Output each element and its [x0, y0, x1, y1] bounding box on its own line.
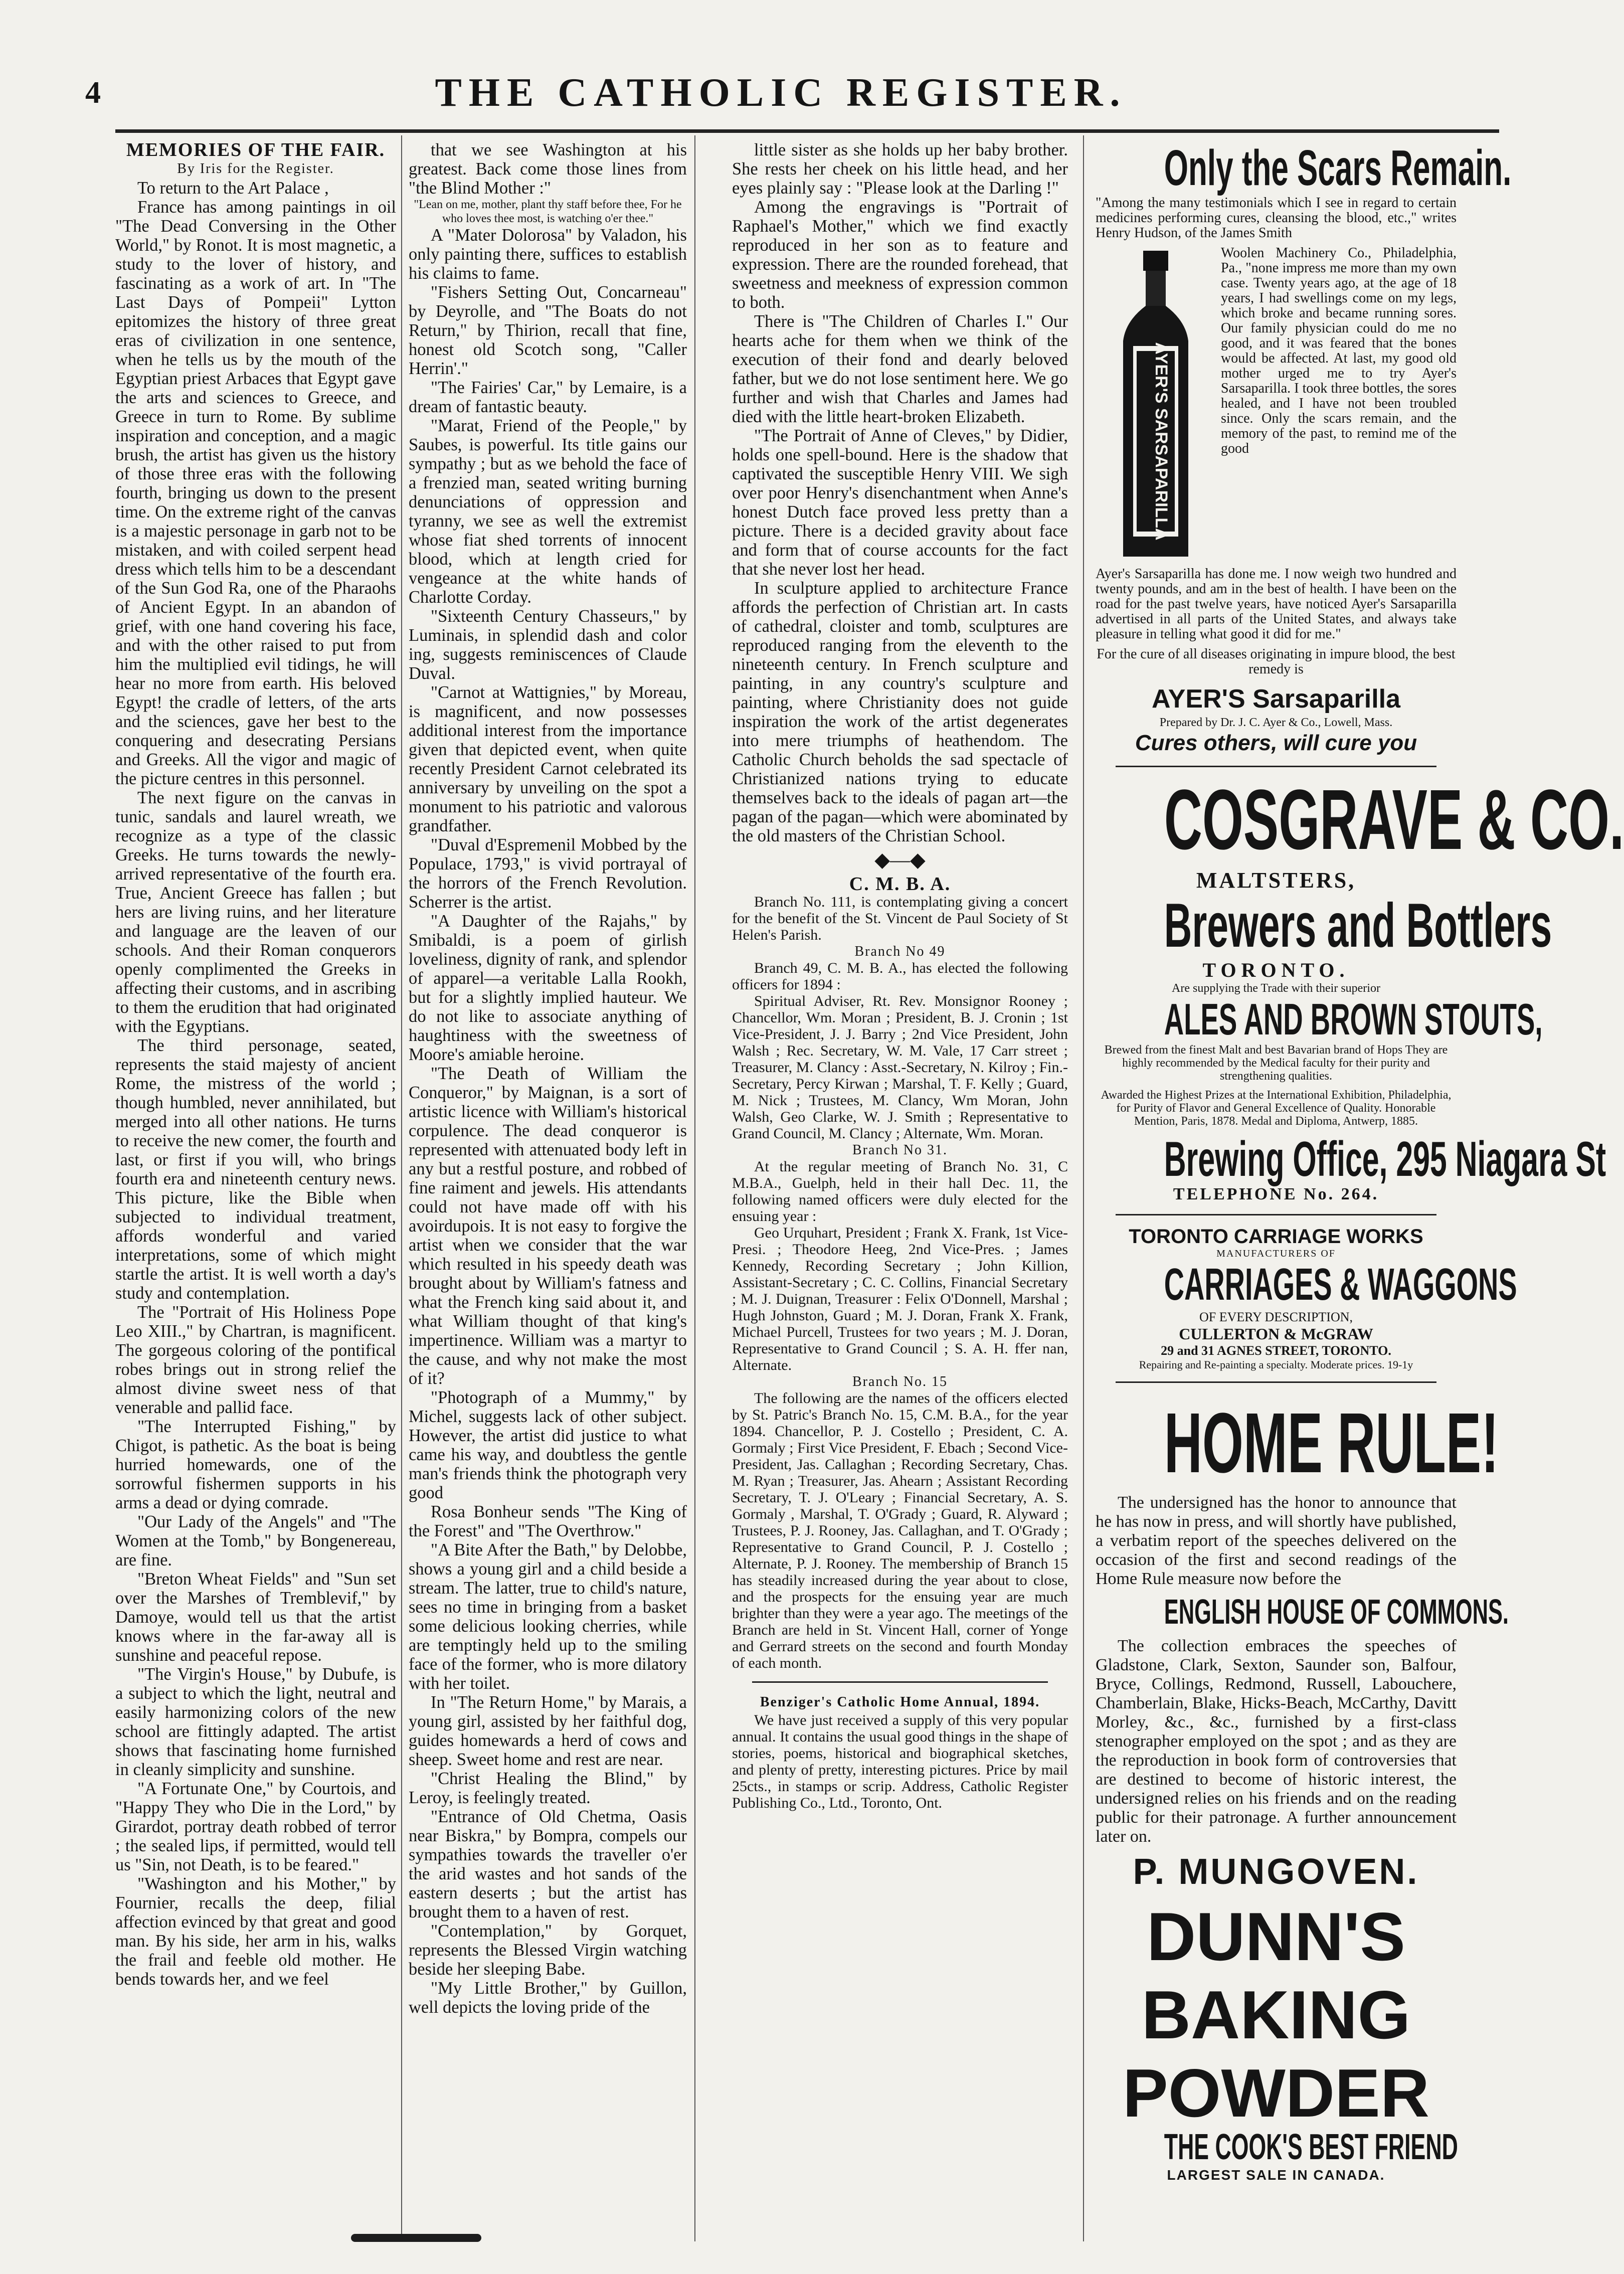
paragraph: "The Virgin's House," by Dubufe, is a subject to which the light, neutral and easily harmonizing colors of the new school are fittingly adapted. The artist shows that fascinating home furnished in cleanly simplicity and sunshine.: [115, 1665, 396, 1779]
ayer-prepared-by: Prepared by Dr. J. C. Ayer & Co., Lowell, Mass.: [1159, 716, 1393, 729]
homerule-text-2: The collection embraces the speeches of Gladstone, Clark, Sexton, Saunder son, Balfour, Bryce, Collings, Redmond, Russell, Labouchere, Chamberlain, Blake, Hicks-Beach, McCarthy, Davitt Morley, &c., &c., furnished by a first-class stenographer employed on the spot ; and as they are the reproduction in book form of controversies that are destined to become of historic interest, the undersigned relies on his friends and on the reading public for their patronage. A further announcement later on.: [1096, 1637, 1457, 1846]
cosgrave-brewers: Brewers and Bottlers: [1164, 891, 1552, 960]
paragraph: At the regular meeting of Branch No. 31, C M.B.A., Guelph, held in their hall Dec. 11, the following named officers were duly elected for the ensuing year :: [732, 1158, 1068, 1225]
paragraph: "Washington and his Mother," by Fournier, recalls the deep, filial affection evinced by that great and good man. By his side, her arm in his, walks the frail and feeble old mother. He bends towards her, and we feel: [115, 1874, 396, 1989]
ayer-product-name: AYER'S Sarsaparilla: [1151, 684, 1401, 714]
paragraph: "A Daughter of the Rajahs," by Smibaldi, is a poem of girlish loveliness, dignity of rank, and splendor of apparel—a veritable Lalla Rookh, but for a slightly implied hauteur. We do not like to associate anything of haughtiness with the sweetness of Moore's amiable heroine.: [409, 912, 687, 1064]
divider: [1116, 1214, 1436, 1215]
branch-heading: Branch No. 15: [852, 1374, 948, 1389]
paragraph: little sister as she holds up her baby brother. She rests her cheek on his little head, and her eyes plainly say : "Please look at the Darling !": [732, 140, 1068, 198]
cosgrave-city: TORONTO.: [1202, 959, 1350, 981]
cosgrave-maltsters: MALTSTERS,: [1196, 868, 1356, 893]
paragraph: The third personage, seated, represents the staid majesty of ancient Rome, the mistress of the world ; though humbled, never annihilated, but merged into all other nations. He turns to receive the new comer, the fourth and last, or first if you will, who brings fourth era and nineteenth century news. This picture, like the Bible when subjected to individual treatment, affords wonderful and varied interpretations, some of which might startle the artist. It is well worth a day's study and contemplation.: [115, 1036, 396, 1303]
poem-quote: "Lean on me, mother, plant thy staff before thee, For he who loves thee most, is watching o'er thee.": [414, 198, 682, 225]
cmba-heading: C. M. B. A.: [849, 873, 951, 895]
article-heading: MEMORIES OF THE FAIR.: [126, 139, 386, 160]
ayer-ad: [1096, 140, 1512, 756]
paragraph: "Fishers Setting Out, Concarneau" by Deyrolle, and "The Boats do not Return," by Thirion, recall that fine, honest old Scotch song, "Caller Herrin'.": [409, 283, 687, 378]
paragraph: "Sixteenth Century Chasseurs," by Luminais, in splendid dash and color ing, suggests reminiscences of Claude Duval.: [409, 607, 687, 683]
column-divider: [1083, 135, 1084, 2241]
paragraph: "Duval d'Espremenil Mobbed by the Populace, 1793," is vivid portrayal of the horrors of the French Revolution. Scherrer is the artist.: [409, 835, 687, 912]
article-column-3: [732, 140, 1068, 2206]
column-divider: [401, 135, 402, 2241]
cosgrave-title: COSGRAVE & CO.: [1164, 772, 1624, 867]
paragraph: "Carnot at Wattignies," by Moreau, is magnificent, and now possesses additional interest from the importance given that depicted event, when quite recently President Carnot celebrated its anniversary by unveiling on the spot a monument to his patriotic and valorous grandfather.: [409, 683, 687, 835]
dunn-line-3: POWDER: [1123, 2055, 1429, 2131]
homerule-english: ENGLISH HOUSE OF COMMONS.: [1164, 1592, 1509, 1631]
paragraph: "Our Lady of the Angels" and "The Women at the Tomb," by Bongenereau, are fine.: [115, 1512, 396, 1569]
paragraph: Branch 49, C. M. B. A., has elected the following officers for 1894 :: [732, 960, 1068, 993]
paragraph: "Breton Wheat Fields" and "Sun set over the Marshes of Tremblevif," by Damoye, would tell us that the artist knows where in the far-away all is sunshine and peaceful repose.: [115, 1569, 396, 1665]
divider: [1116, 766, 1436, 767]
ayer-testimonial: Woolen Machinery Co., Philadelphia, Pa., "none impress me more than my own case. Twenty years ago, at the age of 18 years, I had swellings come on my legs, which broke and became running sores. Our family physician could do me no good, and it was feared that the bones would be affected. At last, my good old mother urged me to try Ayer's Sarsaparilla. I took three bottles, the sores healed, and I have not been troubled since. Only the scars remain, and the memory of the past, to remind me of the good: [1221, 245, 1457, 456]
masthead-rule: [115, 129, 1499, 133]
section-separator: ◆—◆: [874, 848, 926, 871]
ayer-ad-title: Only the Scars Remain.: [1164, 140, 1512, 196]
branch-heading: Branch No 31.: [852, 1142, 948, 1158]
branch-heading: Branch No 49: [854, 944, 946, 959]
homerule-text: The undersigned has the honor to announce that he has now in press, and will shortly have published, a verbatim report of the speeches delivered on the occasion of the first and second readings of the Home Rule measure now before the: [1096, 1493, 1457, 1588]
paragraph: "Christ Healing the Blind," by Leroy, is feelingly treated.: [409, 1769, 687, 1807]
article-column-2: [409, 140, 687, 2206]
homerule-title: HOME RULE!: [1164, 1395, 1499, 1491]
cosgrave-office: Brewing Office, 295 Niagara St: [1164, 1131, 1606, 1186]
paragraph: Rosa Bonheur sends "The King of the Forest" and "The Overthrow.": [409, 1502, 687, 1540]
cosgrave-brewed: Brewed from the finest Malt and best Bavarian brand of Hops They are highly recommended by the Medical faculty for their purity and strengthening qualities.: [1104, 1043, 1448, 1083]
advertisements-column: [1096, 140, 1624, 2236]
carriage-address: 29 and 31 AGNES STREET, TORONTO.: [1161, 1343, 1391, 1358]
paragraph: To return to the Art Palace ,: [137, 179, 329, 198]
cosgrave-supplying: Are supplying the Trade with their superior: [1172, 982, 1380, 995]
benziger-heading: Benziger's Catholic Home Annual, 1894.: [760, 1694, 1040, 1710]
paragraph: "Marat, Friend of the People," by Saubes, is powerful. Its title gains our sympathy ; but as we behold the face of a frenzied man, seated writing burning denunciations of oppression and tyranny, we see as well the extremist whose fiat shed torrents of innocent blood, which at length cried for vengeance at the white hands of Charlotte Corday.: [409, 416, 687, 607]
column-divider: [694, 135, 695, 2241]
svg-text:AYER'S SARSAPARILLA: AYER'S SARSAPARILLA: [1152, 342, 1171, 541]
paragraph: France has among paintings in oil "The Dead Conversing in the Other World," by Ronot. It is most magnetic, a study to the lover of history, and fascinating as a work of art. In "The Last Days of Pompeii" Lytton epitomizes the history of three great eras of civilization in one sentence, when he tells us by the mouth of the Egyptian priest Arbaces that Egypt gave the arts and sciences to Greece, and Greece in turn to Rome. By sublime inspiration and conception, and a magic brush, the artist has given us the history of those three eras with the following fourth, bringing us down to the present time. On the extreme right of the canvas is a majestic personage in garb not to be mistaken, and with coiled serpent head dress which tells him to be a descendant of the Sun God Ra, one of the Pharaohs of Ancient Egypt. In an abandon of grief, with one hand covering his face, and with the other raised to put from him the multiplied evil tidings, he will hear no more from earth. His beloved Egypt! the cradle of letters, of the arts and the sciences, gave her best to the conquering and desecrating Persians and Greeks. All the vigor and magic of the picture centres in this personnel.: [115, 198, 396, 788]
carriage-heading: TORONTO CARRIAGE WORKS: [1129, 1226, 1423, 1248]
sarsaparilla-bottle-icon: [1096, 246, 1216, 567]
carriage-ad: [1096, 1226, 1517, 1371]
paragraph: Geo Urquhart, President ; Frank X. Frank, 1st Vice-Presi. ; Theodore Heeg, 2nd Vice-Pres. ; James Kennedy, Recording Secretary ; John Killion, Assistant-Secretary ; C. C. Collins, Financial Secretary ; M. J. Duignan, Treasurer : Felix O'Donnell, Marshal ; Hugh Johnston, Guard ; M. J. Doran, Frank X. Frank, Michael Purcell, Trustees for two years ; M. J. Doran, Representative to Grand Council ; S. A. H. ffer nan, Alternate.: [732, 1225, 1068, 1373]
paragraph: "The Death of William the Conqueror," by Maignan, is a sort of artistic licence with William's historical corpulence. The dead conqueror is represented with attenuated body left in any but a restful posture, and robbed of fine raiment and jewels. His attendants could not have made off with his avoirdupois. It is not easy to forgive the artist when we consider that the war which resulted in his speedy death was brought about by William's fatness and what the French king said about it, and what William thought of that king's impertinence. William was a martyr to the cause, and why not make the most of it?: [409, 1064, 687, 1388]
paragraph: "A Bite After the Bath," by Delobbe, shows a young girl and a child beside a stream. The latter, true to child's nature, sees no time in bringing from a basket some delicious looking cherries, while are temptingly held up to the smiling face of the former, who is more dilatory with her toilet.: [409, 1540, 687, 1693]
cosgrave-awards: Awarded the Highest Prizes at the International Exhibition, Philadelphia, for Purity of Flavor and General Excellence of Quality. Honorable Mention, Paris, 1878. Medal and Diploma, Antwerp, 1885.: [1101, 1089, 1452, 1128]
cosgrave-telephone: TELEPHONE No. 264.: [1173, 1185, 1379, 1203]
paragraph: Spiritual Adviser, Rt. Rev. Monsignor Rooney ; Chancellor, Wm. Moran ; President, B. J. Cronin ; 1st Vice-President, J. J. Barry ; 2nd Vice President, John Walsh ; Rec. Secretary, W. M. Vale, 17 Carr street ; Treasurer, M. Clancy : Asst.-Secretary, N. Kilroy ; Fin.-Secretary, Percy Kirwan ; Marshal, T. F. Kelly ; Guard, M. Nick ; Trustees, M. Clancy, Wm Moran, John Walsh, Geo Clarke, W. J. Smith ; Representative to Grand Council, M. Clancy ; Alternate, Wm. Moran.: [732, 993, 1068, 1142]
paragraph: Branch No. 111, is contemplating giving a concert for the benefit of the St. Vincent de Paul Society of St Helen's Parish.: [732, 894, 1068, 943]
carriage-firm: CULLERTON & McGRAW: [1179, 1325, 1373, 1343]
ayer-testimonial-cont: Ayer's Sarsaparilla has done me. I now weigh two hundred and twenty pounds, and am in the best of health. I have been on the road for the past twelve years, have noticed Ayer's Sarsaparilla advertised in all parts of the United States, and always take pleasure in telling what good it did for me.": [1096, 566, 1457, 642]
paragraph: "Contemplation," by Gorquet, represents the Blessed Virgin watching beside her sleeping Babe.: [409, 1921, 687, 1979]
paragraph: In sculpture applied to architecture France affords the perfection of Christian art. In casts of cathedral, cloister and tomb, sculptures are reproduced ranging from the eleventh to the nineteenth century. In French sculpture and painting, in any country's sculpture and painting, where Christianity does not guide inspiration the work of the artist degenerates into mere triumphs of heathendom. The Catholic Church beholds the sad spectacle of Christianized nations trying to educate themselves back to the ideals of pagan art—the pagan of the pagan—which were abominated by the old masters of the Christian School.: [732, 579, 1068, 845]
paragraph: There is "The Children of Charles I." Our hearts ache for them when we think of the execution of their fond and dearly beloved father, but we do not lose sentiment here. We go further and wish that Charles and James had died with the little heart-broken Elizabeth.: [732, 312, 1068, 426]
cosgrave-ales: ALES AND BROWN STOUTS,: [1164, 994, 1543, 1044]
paragraph: "Entrance of Old Chetma, Oasis near Biskra," by Bompra, compels our sympathies towards the traveller o'er the arid wastes and hot sands of the eastern deserts ; but the artist has brought them to a haven of rest.: [409, 1807, 687, 1921]
ayer-cures-slogan: Cures others, will cure you: [1135, 731, 1417, 755]
ayer-for-cure: For the cure of all diseases originating in impure blood, the best remedy is: [1097, 646, 1456, 677]
masthead-title: THE CATHOLIC REGISTER.: [435, 71, 1127, 115]
paragraph: "My Little Brother," by Guillon, well depicts the loving pride of the: [409, 1979, 687, 2017]
carriage-description: OF EVERY DESCRIPTION,: [1199, 1310, 1353, 1324]
dunn-largest-sale: LARGEST SALE IN CANADA.: [1167, 2167, 1385, 2183]
article-byline: By Iris for the Register.: [177, 161, 334, 177]
paragraph: "The Fairies' Car," by Lemaire, is a dream of fantastic beauty.: [409, 378, 687, 416]
dunn-tagline: THE COOK'S BEST FRIEND: [1164, 2127, 1458, 2167]
article-column-1: [115, 140, 396, 2206]
paragraph: "The Interrupted Fishing," by Chigot, is pathetic. As the boat is being hurried homewards, one of the sorrowful fishermen supports in his arms a dead or dying comrade.: [115, 1417, 396, 1512]
paragraph: The next figure on the canvas in tunic, sandals and laurel wreath, we recognize as a type of the classic Greeks. He turns towards the newly-arrived representative of the fourth era. True, Ancient Greece has fallen ; but hers are living ruins, and her literature and language are the leaven of our schools. And their Roman conquerors openly complimented the Greeks in affecting their customs, and in ascribing to them the erudition that had originated with the Egyptians.: [115, 788, 396, 1036]
homerule-ad: [1096, 1395, 1509, 1892]
paragraph: "The Portrait of Anne of Cleves," by Didier, holds one spell-bound. Here is the shadow that captivated the susceptible Henry VIII. We sigh over poor Henry's disenchantment when Anne's honest Dutch face proved less pretty than a picture. There is a decided gravity about face and form that of course accounts for the fact that she never lost her head.: [732, 426, 1068, 579]
paragraph: Among the engravings is "Portrait of Raphael's Mother," which we find exactly reproduced in her son as to feature and expression. There are the rounded forehead, that sweetness and meekness of expression common to both.: [732, 198, 1068, 312]
carriage-repair: Repairing and Re-painting a specialty. Moderate prices. 19-1y: [1139, 1358, 1413, 1371]
paragraph: that we see Washington at his greatest. Back come those lines from "the Blind Mother :": [409, 140, 687, 198]
divider: [752, 1681, 1048, 1683]
homerule-signature: P. MUNGOVEN.: [1133, 1852, 1419, 1892]
paragraph: "Photograph of a Mummy," by Michel, suggests lack of other subject. However, the artist did justice to what came his way, and doubtless the gentle man's friends think the photograph very good: [409, 1388, 687, 1502]
ayer-intro: "Among the many testimonials which I see in regard to certain medicines performing cures, cleansing the blood, etc.," writes Henry Hudson, of the James Smith: [1096, 195, 1457, 241]
print-smudge: [351, 2234, 481, 2242]
dunn-ad: [1096, 1898, 1458, 2183]
paragraph: The "Portrait of His Holiness Pope Leo XIII.," by Chartran, is magnificent. The gorgeous coloring of the pontifical robes brings out in strong relief the almost divine sweet ness of that venerable and pallid face.: [115, 1303, 396, 1417]
paragraph: "A Fortunate One," by Courtois, and "Happy They who Die in the Lord," by Girardot, portray death robbed of terror ; the sealed lips, if permitted, would tell us "Sin, not Death, is to be feared.": [115, 1779, 396, 1874]
carriage-title: CARRIAGES & WAGGONS: [1164, 1260, 1517, 1310]
divider: [1116, 1381, 1436, 1383]
paragraph: In "The Return Home," by Marais, a young girl, assisted by her faithful dog, guides homewards a herd of cows and sheep. Sweet home and rest are near.: [409, 1693, 687, 1769]
paragraph: A "Mater Dolorosa" by Valadon, his only painting there, suffices to establish his claims to fame.: [409, 226, 687, 283]
cosgrave-ad: [1096, 772, 1624, 1204]
carriage-manufacturers: MANUFACTURERS OF: [1216, 1248, 1336, 1259]
page-number: 4: [85, 76, 101, 110]
dunn-line-2: BAKING: [1141, 1977, 1411, 2053]
paragraph: The following are the names of the officers elected by St. Patric's Branch No. 15, C.M. B.A., for the year 1894. Chancellor, P. J. Costello ; President, C. A. Gormaly ; First Vice President, F. Ebach ; Second Vice-President, Jas. Callaghan ; Recording Secretary, Chas. M. Ryan ; Treasurer, Jas. Ahearn ; Assistant Recording Secretary, T. J. O'Leary ; Financial Secretary, A. S. Gormaly , Marshal, T. O'Grady ; Guard, R. Alyward ; Trustees, P. J. Rooney, Jas. Callaghan, and T. O'Grady ; Representative to Grand Council, P. J. Costello ; Alternate, P. J. Rooney. The membership of Branch 15 has steadily increased during the year about to close, and the prospects for the ensuing year are much brighter than they were a year ago. The meetings of the Branch are held in St. Vincent Hall, corner of Yonge and Gerrard streets on the second and fourth Monday of each month.: [732, 1390, 1068, 1671]
dunn-line-1: DUNN'S: [1147, 1898, 1405, 1975]
paragraph: We have just received a supply of this very popular annual. It contains the usual good things in the shape of stories, poems, historical and biographical sketches, and plenty of pretty, interesting pictures. Price by mail 25cts., in stamps or scrip. Address, Catholic Register Publishing Co., Ltd., Toronto, Ont.: [732, 1712, 1068, 1811]
